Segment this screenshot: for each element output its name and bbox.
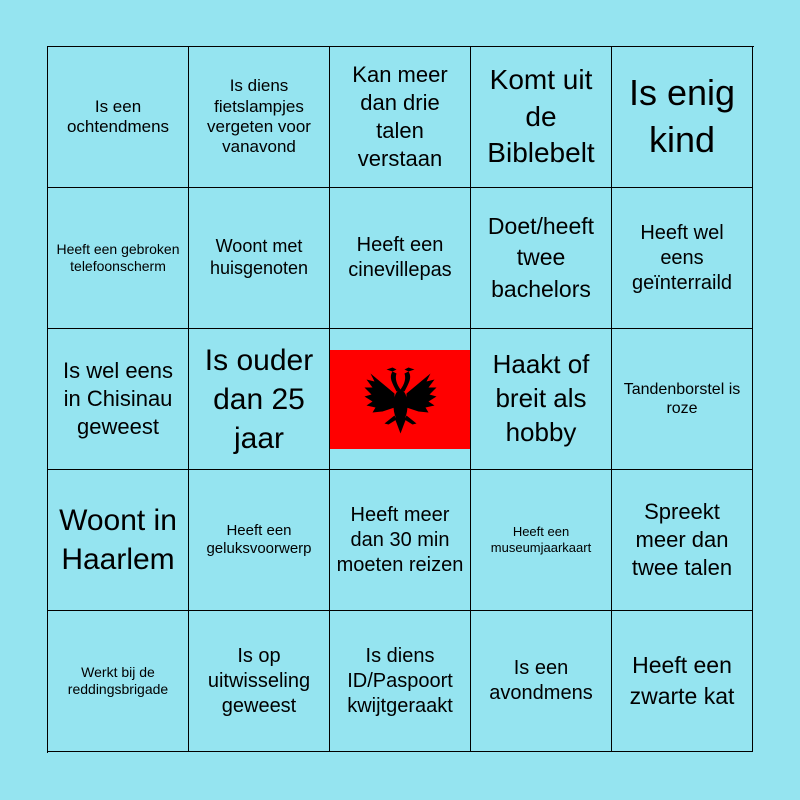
bingo-cell[interactable] [612,611,753,752]
cell-text: Komt uit de Biblebelt [487,63,595,169]
cell-text: Heeft een gebroken telefoonscherm [56,241,180,274]
bingo-cell[interactable] [330,611,471,752]
bingo-cell[interactable] [330,47,471,188]
bingo-cell[interactable] [48,329,189,470]
bingo-cell[interactable] [48,188,189,329]
bingo-cell[interactable] [330,470,471,611]
bingo-cell[interactable] [612,329,753,470]
cell-text: Kan meer dan drie talen verstaan [352,61,448,172]
bingo-cell[interactable] [471,188,612,329]
cell-text: Is enig kind [628,72,736,160]
cell-text: Is diens fietslampjes vergeten voor vanavond [207,76,311,157]
cell-text: Tandenborstel is roze [623,380,741,417]
bingo-cell[interactable] [330,188,471,329]
cell-text: Werkt bij de reddingsbrigade [67,664,169,697]
albanian-flag-icon [330,350,471,449]
cell-text: Doet/heeft twee bachelors [487,213,595,302]
cell-text: Heeft een geluksvoorwerp [206,522,312,557]
cell-text: Woont met huisgenoten [209,236,309,278]
bingo-cell[interactable] [48,47,189,188]
bingo-cell[interactable] [48,611,189,752]
bingo-cell[interactable] [471,47,612,188]
bingo-cell[interactable] [471,470,612,611]
cell-text: Haakt of breit als hobby [492,349,590,447]
cell-text: Is een ochtendmens [66,96,170,136]
cell-text: Is diens ID/Paspoort kwijtgeraakt [347,644,453,717]
cell-text: Is wel eens in Chisinau geweest [62,357,174,440]
bingo-board [47,46,754,753]
bingo-cell[interactable] [471,329,612,470]
bingo-cell[interactable] [612,188,753,329]
bingo-cell[interactable] [612,470,753,611]
bingo-cell[interactable] [48,470,189,611]
cell-text: Woont in Haarlem [59,504,177,576]
cell-text: Heeft een zwarte kat [629,651,735,709]
bingo-cell[interactable] [189,329,330,470]
cell-text: Heeft een museumjaarkaart [490,524,592,555]
bingo-cell[interactable] [189,470,330,611]
cell-text: Is ouder dan 25 jaar [204,343,314,455]
bingo-cell[interactable] [189,611,330,752]
cell-text: Spreekt meer dan twee talen [631,498,733,581]
cell-text: Heeft een cinevillepas [348,234,452,281]
free-space[interactable] [330,329,471,470]
bingo-cell[interactable] [612,47,753,188]
bingo-cell[interactable] [189,188,330,329]
bingo-cell[interactable] [189,47,330,188]
cell-text: Is een avondmens [489,657,593,704]
cell-text: Heeft meer dan 30 min moeten reizen [336,503,464,576]
bingo-cell[interactable] [471,611,612,752]
cell-text: Is op uitwisseling geweest [207,644,311,717]
cell-text: Heeft wel eens geïnterraild [631,221,733,294]
